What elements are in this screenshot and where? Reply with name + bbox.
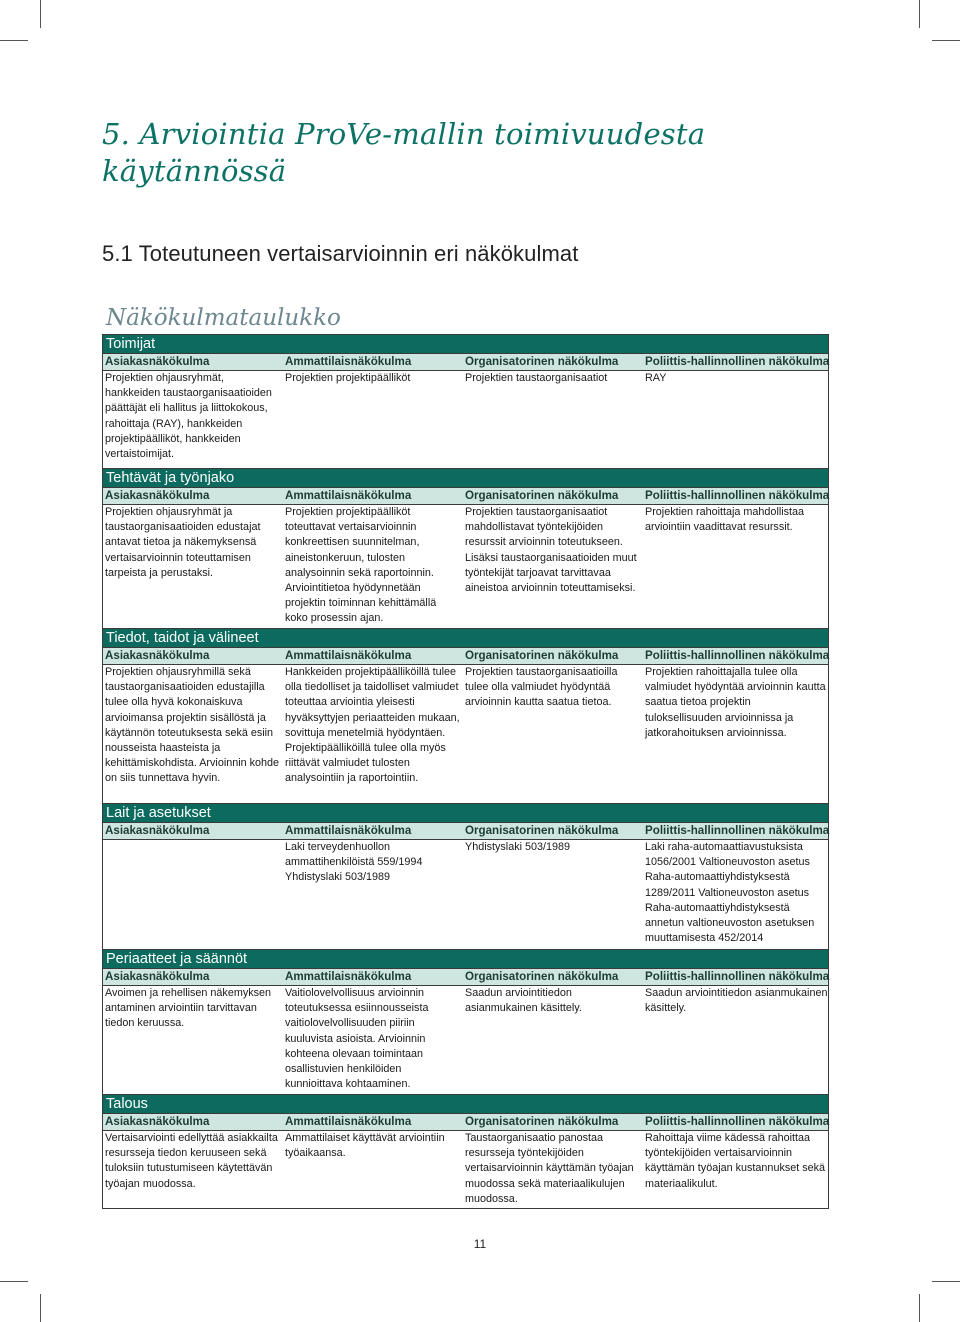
column-header: Asiakasnäkökulma bbox=[105, 824, 210, 837]
table-row bbox=[103, 1131, 828, 1208]
table-row bbox=[103, 505, 828, 628]
chapter-heading-line-1: 5. Arviointia ProVe-mallin toimivuudesta bbox=[102, 117, 706, 151]
column-header: Ammattilaisnäkökulma bbox=[285, 824, 412, 837]
column-header: Organisatorinen näkökulma bbox=[465, 824, 619, 837]
table-cell: Projektien ohjausryhmät, hankkeiden taustaorganisaatioiden päättäjät eli hallitus ja liittokokous, rahoittaja (RAY), hankkeiden projektipäälliköt, hankkeiden vertaistoimijat. bbox=[105, 372, 272, 461]
column-header: Asiakasnäkökulma bbox=[105, 970, 210, 983]
column-header: Asiakasnäkökulma bbox=[105, 1115, 210, 1128]
crop-mark bbox=[932, 1281, 960, 1282]
table-cell: Saadun arviointitiedon asianmukainen käsittely. bbox=[465, 987, 582, 1015]
column-header: Poliittis-hallinnollinen näkökulma bbox=[645, 1115, 830, 1128]
table-cell: Taustaorganisaatio panostaa resursseja työntekijöiden vertaisarvioinnin käyttämän työajan muodossa sekä materiaalikulujen muodossa. bbox=[465, 1132, 634, 1205]
chapter-heading-line-2: käytännössä bbox=[102, 154, 287, 188]
crop-mark bbox=[40, 0, 41, 28]
table-cell: Vertaisarviointi edellyttää asiakkailta resursseja tiedon keruuseen sekä tuloksiin tutustumiseen käytettävän työajan muodossa. bbox=[105, 1132, 278, 1190]
column-header-row bbox=[103, 1113, 828, 1131]
table-title: Näkökulmataulukko bbox=[106, 305, 341, 331]
column-header: Poliittis-hallinnollinen näkökulma bbox=[645, 489, 830, 502]
table-cell: Hankkeiden projektipäälliköillä tulee olla tiedolliset ja taidolliset valmiudet toteuttaa arviointia yleisesti hyväksyttyjen periaatteiden mukaan, sovittuja menetelmiä hyödyntäen. Projektipäälliköillä tulee olla myös riittävät valmiudet tulosten analysointiin ja raportointiin. bbox=[285, 666, 460, 785]
column-header: Organisatorinen näkökulma bbox=[465, 970, 619, 983]
table-cell bbox=[103, 840, 283, 949]
column-header: Asiakasnäkökulma bbox=[105, 355, 210, 368]
crop-mark bbox=[919, 1294, 920, 1322]
section-title-talous: Talous bbox=[103, 1094, 828, 1113]
section-title-tehtavat: Tehtävät ja työnjako bbox=[103, 468, 828, 487]
section-title-toimijat: Toimijat bbox=[103, 334, 828, 353]
column-header: Organisatorinen näkökulma bbox=[465, 489, 619, 502]
section-title-lait: Lait ja asetukset bbox=[103, 803, 828, 822]
table-cell: Projektien taustaorganisaatiot mahdollistavat työntekijöiden resurssit arvioinnin toteutukseen. Lisäksi taustaorganisaatioiden muut työntekijät tarjoavat tarvittavaa aineistoa arvioinnin toteuttamiseksi. bbox=[465, 506, 637, 595]
table-cell: Yhdistyslaki 503/1989 bbox=[465, 841, 571, 853]
column-header-row bbox=[103, 968, 828, 986]
crop-mark bbox=[0, 1281, 28, 1282]
table-cell: Laki terveydenhuollon ammattihenkilöistä 559/1994 Yhdistyslaki 503/1989 bbox=[285, 841, 423, 884]
table-cell: Projektien projektipäälliköt toteuttavat vertaisarvioinnin konkreettisen suunnitelman, aineistonkeruun, tulosten analysoinnin sekä raportoinnin. Arviointitietoa hyödynnetään projektin toiminnan kehittämällä koko prosessin ajan. bbox=[285, 506, 437, 625]
table-cell: Laki raha-automaattiavustuksista 1056/2001 Valtioneuvoston asetus Raha-automaattiyhdistyksestä 1289/2011 Valtioneuvoston asetus Raha-automaattiyhdistyksestä annetun valtioneuvoston asetuksen muuttamisesta 452/2014 bbox=[645, 841, 815, 945]
column-header: Ammattilaisnäkökulma bbox=[285, 970, 412, 983]
table-cell: Vaitiolovelvollisuus arvioinnin toteutuksessa esiinnousseista vaitiolovelvollisuuden piiriin kuuluvista asioista. Arvioinnin kohteena olevaan toimintaan osallistuvien henkilöiden kunnioittava kohtaaminen. bbox=[285, 987, 429, 1091]
column-header: Organisatorinen näkökulma bbox=[465, 355, 619, 368]
section-title-periaatteet: Periaatteet ja säännöt bbox=[103, 949, 828, 968]
column-header: Ammattilaisnäkökulma bbox=[285, 489, 412, 502]
table-cell: Ammattilaiset käyttävät arviointiin työaikaansa. bbox=[285, 1132, 445, 1160]
column-header-row bbox=[103, 647, 828, 665]
column-header: Asiakasnäkökulma bbox=[105, 489, 210, 502]
column-header: Poliittis-hallinnollinen näkökulma bbox=[645, 970, 830, 983]
table-cell: Projektien rahoittaja mahdollistaa arviointiin vaadittavat resurssit. bbox=[645, 506, 805, 534]
table-cell: Projektien taustaorganisaatiot bbox=[465, 372, 608, 384]
table-cell: Avoimen ja rehellisen näkemyksen antaminen arviointiin tarvittavan tiedon keruussa. bbox=[105, 987, 272, 1030]
section-heading: 5.1 Toteutuneen vertaisarvioinnin eri näkökulmat bbox=[102, 241, 579, 266]
section-title-tiedot: Tiedot, taidot ja välineet bbox=[103, 628, 828, 647]
table-cell: Projektien rahoittajalla tulee olla valmiudet hyödyntää arvioinnin kautta saatua tietoa projektin tuloksellisuuden arvioinnissa ja jatkorahoituksen arvioinnissa. bbox=[645, 666, 826, 739]
column-header: Organisatorinen näkökulma bbox=[465, 649, 619, 662]
table-row bbox=[103, 840, 828, 949]
table-cell: Projektien ohjausryhmillä sekä taustaorganisaatioiden edustajilla tulee olla hyvä kokonaiskuva arvioimansa projektin sisällöstä ja käytännön toteutuksesta sekä esiin nousseista haasteista ja kehittämiskohdista. Arvioinnin kohde on siis tunnettava hyvin. bbox=[105, 666, 280, 785]
table-cell: Saadun arviointitiedon asianmukainen käsittely. bbox=[645, 987, 828, 1015]
crop-mark bbox=[40, 1294, 41, 1322]
column-header: Poliittis-hallinnollinen näkökulma bbox=[645, 355, 830, 368]
column-header-row bbox=[103, 822, 828, 840]
table-row bbox=[103, 665, 828, 803]
column-header: Poliittis-hallinnollinen näkökulma bbox=[645, 824, 830, 837]
table-cell: Projektien projektipäälliköt bbox=[285, 372, 411, 384]
crop-mark bbox=[919, 0, 920, 28]
column-header-row bbox=[103, 487, 828, 505]
column-header: Ammattilaisnäkökulma bbox=[285, 1115, 412, 1128]
table-cell: Projektien ohjausryhmät ja taustaorganisaatioiden edustajat antavat tietoa ja näkemyksensä vertaisarvioinnin toteuttamisen tarpeista ja perustaksi. bbox=[105, 506, 261, 579]
column-header: Organisatorinen näkökulma bbox=[465, 1115, 619, 1128]
column-header: Asiakasnäkökulma bbox=[105, 649, 210, 662]
perspective-table bbox=[102, 334, 829, 1209]
column-header-row bbox=[103, 353, 828, 371]
chapter-heading bbox=[102, 116, 862, 190]
column-header: Poliittis-hallinnollinen näkökulma bbox=[645, 649, 830, 662]
column-header: Ammattilaisnäkökulma bbox=[285, 649, 412, 662]
page-number: 11 bbox=[473, 1237, 487, 1251]
crop-mark bbox=[932, 40, 960, 41]
table-row bbox=[103, 986, 828, 1094]
column-header: Ammattilaisnäkökulma bbox=[285, 355, 412, 368]
table-cell: RAY bbox=[645, 372, 667, 384]
crop-mark bbox=[0, 40, 28, 41]
table-row bbox=[103, 371, 828, 468]
table-cell: Projektien taustaorganisaatioilla tulee olla valmiudet hyödyntää arvioinnin kautta saatua tietoa. bbox=[465, 666, 618, 709]
table-cell: Rahoittaja viime kädessä rahoittaa työntekijöiden vertaisarvioinnin käyttämän työajan kustannukset sekä materiaalikulut. bbox=[645, 1132, 826, 1190]
